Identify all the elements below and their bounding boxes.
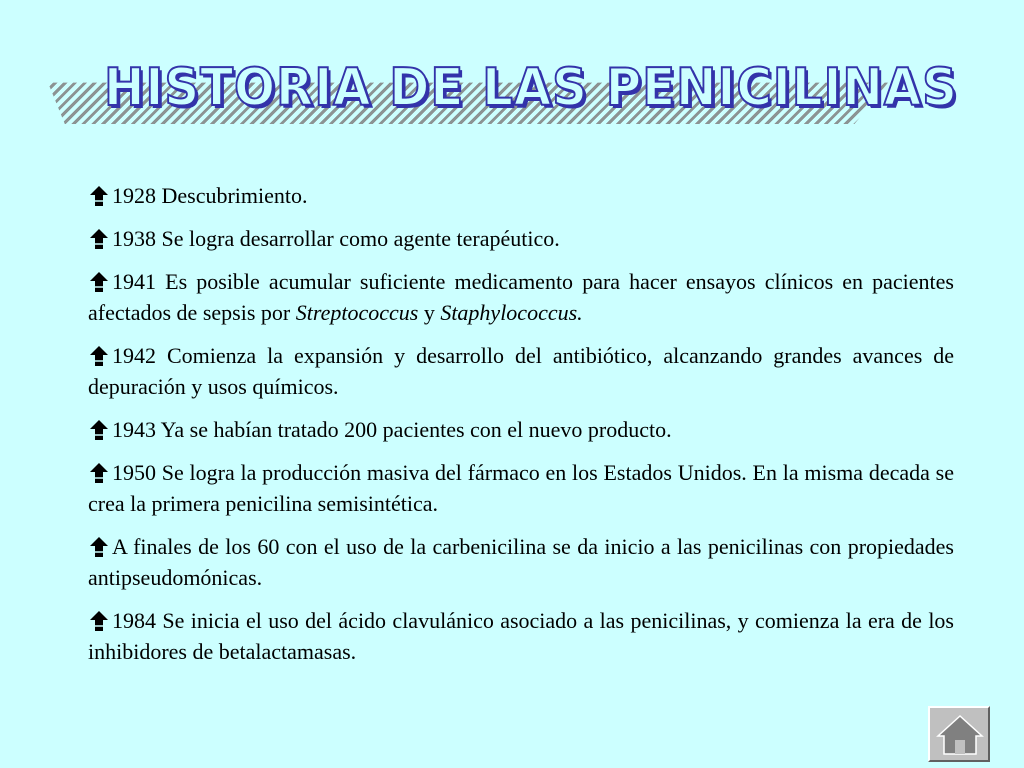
bullet-text: 1943 Ya se habían tratado 200 pacientes con el nuevo producto. — [112, 417, 672, 442]
bullet-item — [88, 605, 954, 667]
bullet-item — [88, 180, 954, 211]
up-arrow-bullet-icon — [88, 228, 110, 250]
up-arrow-bullet-icon — [88, 536, 110, 558]
slide-content — [88, 180, 954, 679]
bullet-item — [88, 266, 954, 328]
up-arrow-bullet-icon — [88, 185, 110, 207]
up-arrow-bullet-icon — [88, 271, 110, 293]
bullet-text: A finales de los 60 con el uso de la carbenicilina se da inicio a las penicilinas con propiedades antipseudomónicas. — [88, 534, 954, 590]
bullet-text: y — [418, 300, 441, 325]
bullet-text: 1941 Es posible acumular suficiente medicamento para hacer ensayos clínicos en pacientes afectados de sepsis por — [88, 269, 954, 325]
home-icon — [936, 712, 984, 758]
up-arrow-bullet-icon — [88, 345, 110, 367]
bullet-item — [88, 414, 954, 445]
bullet-item — [88, 223, 954, 254]
bullet-item — [88, 531, 954, 593]
bullet-text: 1950 Se logra la producción masiva del fármaco en los Estados Unidos. En la misma decada se crea la primera penicilina semisintética. — [88, 460, 954, 516]
bullet-text: 1938 Se logra desarrollar como agente terapéutico. — [112, 226, 560, 251]
slide-title: HISTORIA DE LAS PENICILINAS — [104, 58, 958, 118]
up-arrow-bullet-icon — [88, 462, 110, 484]
title-area — [48, 58, 958, 138]
bullet-text: 1942 Comienza la expansión y desarrollo del antibiótico, alcanzando grandes avances de depuración y usos químicos. — [88, 343, 954, 399]
bullet-text: 1984 Se inicia el uso del ácido clavulánico asociado a las penicilinas, y comienza la era de los inhibidores de betalactamasas. — [88, 608, 954, 664]
bullet-text: 1928 Descubrimiento. — [112, 183, 308, 208]
bullet-item — [88, 340, 954, 402]
up-arrow-bullet-icon — [88, 419, 110, 441]
bullet-text: Staphylococcus. — [440, 300, 583, 325]
bullet-item — [88, 457, 954, 519]
up-arrow-bullet-icon — [88, 610, 110, 632]
bullet-text: Streptococcus — [295, 300, 419, 325]
home-button[interactable] — [928, 706, 990, 762]
